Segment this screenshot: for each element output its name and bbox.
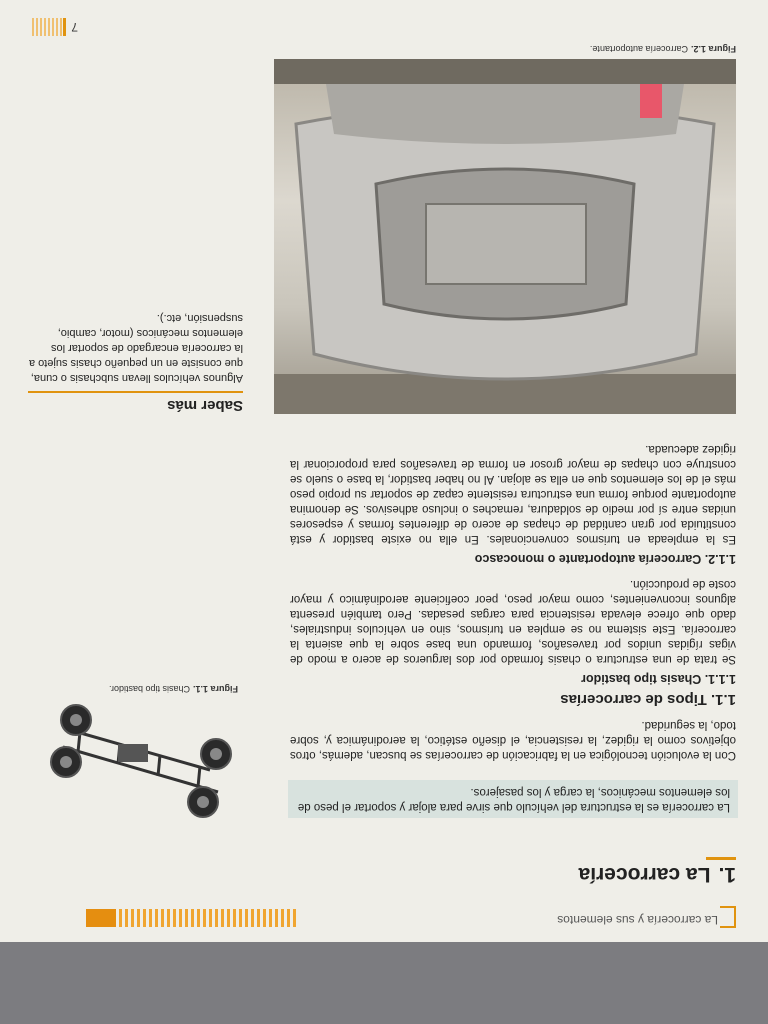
section-1-1-1-paragraph: Se trata de una estructura o chasis formado por dos largueros de acero a modo de vigas rígidas unidos por travesaños, formando una base sobre la que asienta la carrocería. Este sistema no se emplea en turismos, sino en vehículos industriales, dado que ofrece elevada resistencia para cargas pesadas. Pero también presenta algunos inconvenientes, como mayor peso, peor coeficiente aerodinámico y mayor coste de producción.: [290, 578, 736, 665]
section-1-1-1-heading: [581, 672, 736, 686]
section-title: Chasis tipo bastidor: [581, 672, 702, 686]
intro-paragraph: Con la evolución tecnológica en la fabricación de carrocerías se buscan, además, otros objetivos como la rigidez, la resistencia, el diseño estético, la aerodinámica y, sobre todo, la seguridad.: [290, 719, 736, 761]
section-number: 1.1.2.: [704, 552, 736, 566]
figure-1-2-caption: [590, 44, 736, 54]
sidebar-title: Saber más: [167, 397, 243, 414]
running-title: La carrocería y sus elementos: [557, 913, 718, 927]
page-number-stripes: [32, 18, 62, 36]
body-shell-image: [274, 59, 736, 414]
running-header: [86, 906, 736, 930]
section-title: Carrocería autoportante o monocasco: [474, 552, 702, 566]
section-title: Tipos de carrocerías: [560, 691, 707, 708]
figure-1-1-caption: [109, 684, 238, 694]
header-bracket: [720, 906, 736, 928]
sidebar-rule: [28, 391, 243, 393]
chapter-title-text: La carrocería: [578, 863, 711, 886]
section-1-1-2-heading: [475, 552, 736, 566]
section-1-1-2-paragraph: Es la empleada en turismos convencionales. En ella no existe bastidor y está constituida por gran cantidad de chapas de acero de diferentes formas y espesores unidas entre sí por medio de soldadura, remaches o incluso adhesivos. Se denomina autoportante porque forma una estructura resistente capaz de soportar su propio peso más el de los elementos que en ella se alojan. Al no haber bastidor, la base o suelo se construye con chapas de mayor grosor en forma de travesaños para proporcionar la rigidez adecuada.: [290, 443, 736, 545]
definition-box: La carrocería es la estructura del vehículo que sirve para alojar y soportar el peso de los elementos mecánicos, la carga y los pasajeros.: [288, 780, 738, 818]
figure-caption-text: Carrocería autoportante.: [589, 44, 688, 54]
section-number: 1.1.: [710, 691, 736, 708]
page-number: 7: [71, 20, 78, 34]
figure-label: Figura 1.1.: [192, 684, 238, 694]
header-stripes: [86, 909, 296, 927]
figure-caption-text: Chasis tipo bastidor.: [108, 684, 190, 694]
section-number: 1.1.1.: [704, 672, 736, 686]
section-1-1-heading: [560, 691, 736, 708]
chapter-title: [579, 862, 736, 886]
chapter-number: 1.: [718, 863, 736, 886]
saber-mas-box: [28, 310, 243, 414]
monocoque-body-photo: [274, 59, 736, 414]
ladder-chassis-image: [38, 702, 238, 832]
figure-label: Figura 1.2.: [690, 44, 736, 54]
chapter-underline: [706, 857, 736, 860]
sidebar-text: Algunos vehículos llevan subchasis o cuna, que consiste en un pequeño chasis sujeto a la carrocería encargado de soportar los elementos mecánicos (motor, cambio, suspensión, etc.).: [28, 312, 243, 384]
